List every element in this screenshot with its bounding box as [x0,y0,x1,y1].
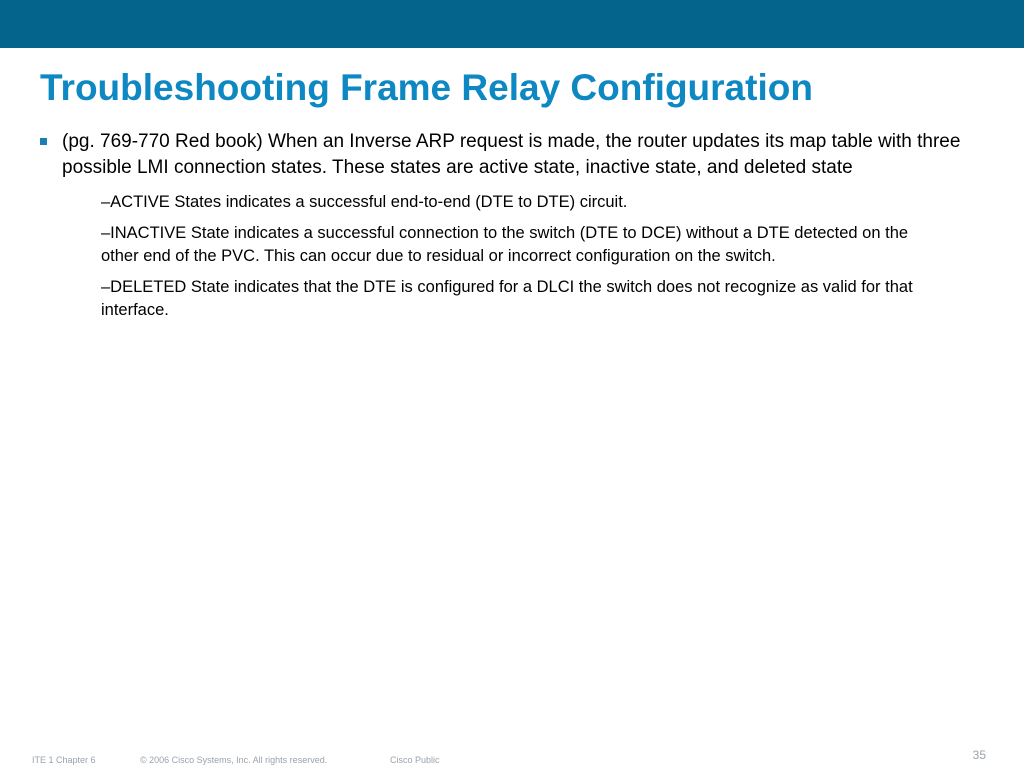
sub-list [36,191,941,322]
header-band [0,0,1024,48]
footer-chapter: ITE 1 Chapter 6 [32,755,96,765]
page-number: 35 [972,748,986,762]
sub-item-deleted: –DELETED State indicates that the DTE is configured for a DLCI the switch does not recognize as valid for that interface. [101,278,913,319]
slide-title: Troubleshooting Frame Relay Configuration [40,67,813,108]
sub-item-active: –ACTIVE States indicates a successful end-to-end (DTE to DTE) circuit. [101,193,628,211]
footer-classification: Cisco Public [390,755,440,765]
sub-item-inactive: –INACTIVE State indicates a successful connection to the switch (DTE to DCE) without a DTE detected on the other end of the PVC. This can occur due to residual or incorrect configuration on the switch. [101,224,909,265]
bullet-text: (pg. 769-770 Red book) When an Inverse ARP request is made, the router updates its map table with three possible LMI connection states. These states are active state, inactive state, and deleted state [62,131,961,178]
square-bullet-icon [40,138,47,145]
slide-body [36,129,976,330]
footer-copyright: © 2006 Cisco Systems, Inc. All rights reserved. [140,755,328,765]
bullet-item [36,129,976,181]
